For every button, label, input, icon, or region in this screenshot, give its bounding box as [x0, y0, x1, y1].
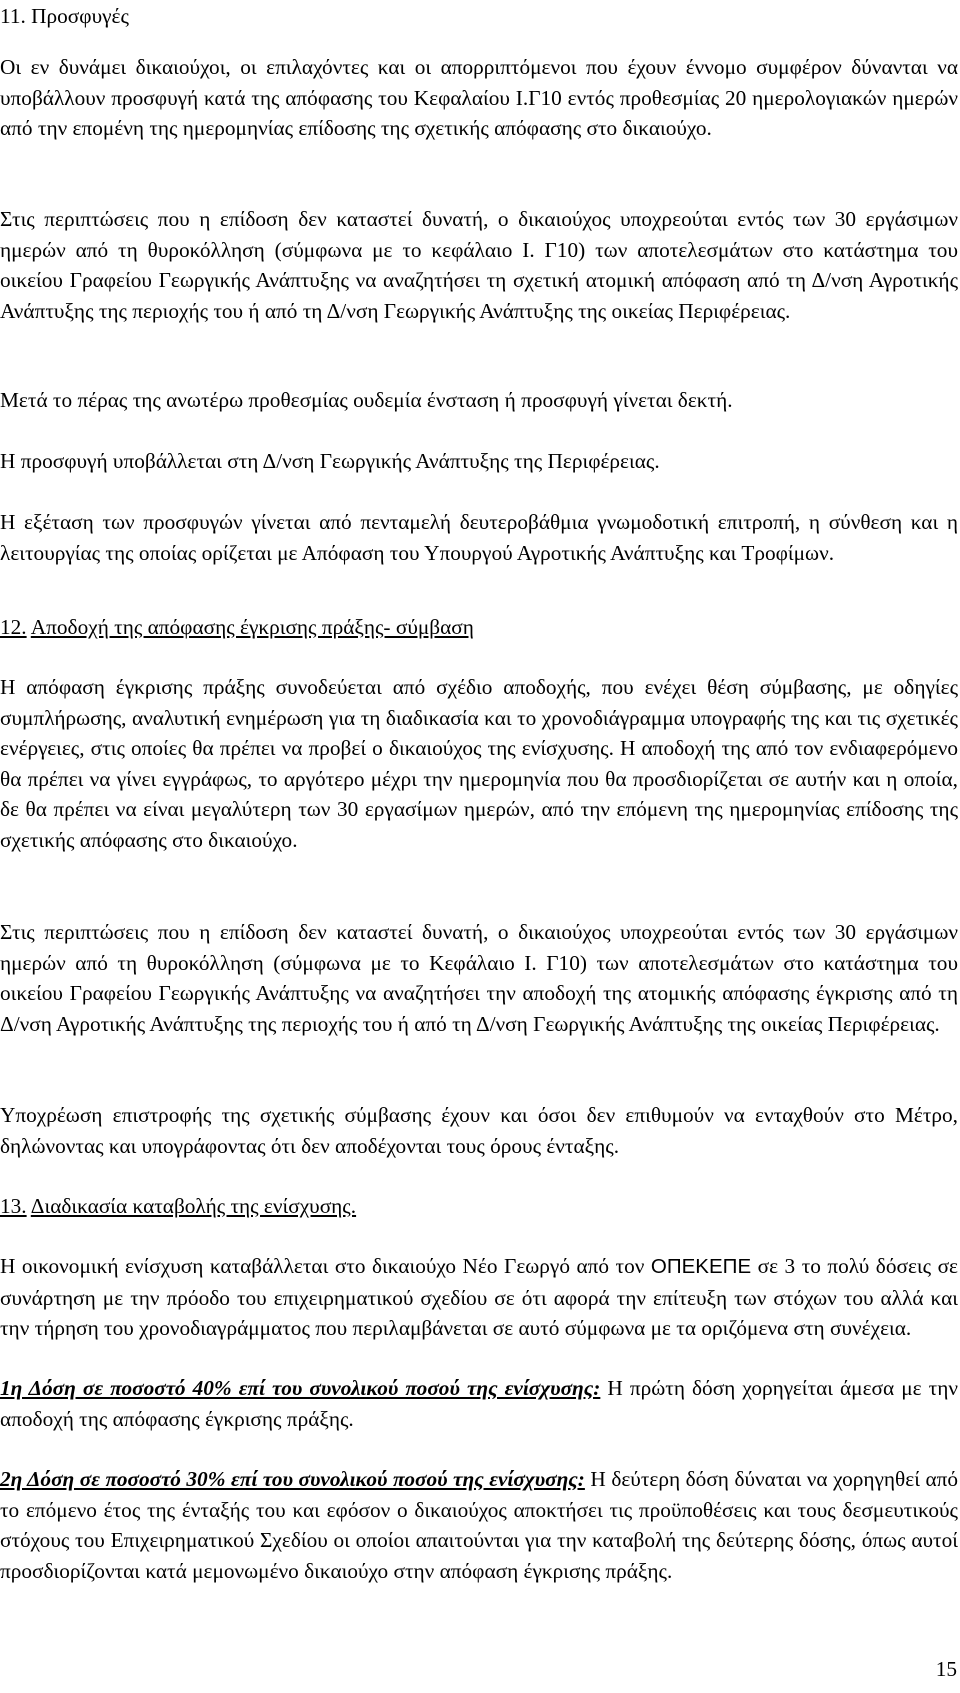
opekepe-text: ΟΠΕΚΕΠΕ — [650, 1255, 752, 1278]
first-installment-text: Η πρώτη δόση χορηγείται άμεσα με την αποδοχή της απόφασης έγκρισης πράξης. — [0, 1376, 959, 1431]
section-13-number: 13. — [0, 1194, 27, 1218]
first-installment-paragraph — [0, 1373, 958, 1434]
section-12-number: 12. — [0, 615, 27, 639]
second-installment-paragraph — [0, 1464, 958, 1586]
section-11-paragraph-1: Οι εν δυνάμει δικαιούχοι, οι επιλαχόντες και οι απορριπτόμενοι που έχουν έννομο συμφέρον δύνανται να υποβάλλουν προσφυγή κατά της απόφασης του Κεφαλαίου Ι.Γ10 εντός προθεσμίας 20 ημερολογιακών ημερών από την επομένη της ημερομηνίας επίδοσης της σχετικής απόφασης στο δικαιούχο. — [0, 55, 958, 140]
section-13-paragraph-1 — [0, 1251, 958, 1344]
section-11-paragraph-3: Μετά το πέρας της ανωτέρω προθεσμίας ουδεμία ένσταση ή προσφυγή γίνεται δεκτή. — [0, 388, 733, 412]
section-12-paragraph-1: Η απόφαση έγκρισης πράξης συνοδεύεται από σχέδιο αποδοχής, που ενέχει θέση σύμβασης, με οδηγίες συμπλήρωσης, αναλυτική ενημέρωση για τη διαδικασία και το χρονοδιάγραμμα υπογραφής της και τις σχετικές ενέργειες, στις οποίες θα πρέπει να προβεί ο δικαιούχος της ενίσχυσης. Η αποδοχή της από τον ενδιαφερόμενο θα πρέπει να γίνει εγγράφως, το αργότερο μέχρι την ημερομηνία που θα προσδιορίζεται σε αυτήν και η οποία, δε θα πρέπει να είναι μεγαλύτερη των 30 εργασίμων ημερών, από την επόμενη της ημερομηνίας επίδοσης της σχετικής απόφασης στο δικαιούχο. — [0, 675, 958, 852]
section-12-paragraph-2: Στις περιπτώσεις που η επίδοση δεν καταστεί δυνατή, ο δικαιούχος υποχρεούται εντός των 30 εργάσιμων ημερών από τη θυροκόλληση (σύμφωνα με το Κεφάλαιο Ι. Γ10) των αποτελεσμάτων στο κατάστημα του οικείου Γραφείου Γεωργικής Ανάπτυξης να αναζητήσει την αποδοχή της ατομικής απόφασης έγκρισης από τη Δ/νση Αγροτικής Ανάπτυξης της περιοχής του ή από τη Δ/νση Γεωργικής Ανάπτυξης της οικείας Περιφέρειας. — [0, 920, 958, 1036]
section-11-paragraph-2: Στις περιπτώσεις που η επίδοση δεν καταστεί δυνατή, ο δικαιούχος υποχρεούται εντός των 30 εργάσιμων ημερών από τη θυροκόλληση (σύμφωνα με το κεφάλαιο Ι. Γ10) των αποτελεσμάτων στο κατάστημα του οικείου Γραφείου Γεωργικής Ανάπτυξης να αναζητήσει τη σχετική ατομική απόφαση από τη Δ/νση Αγροτικής Ανάπτυξης της περιοχής του ή από τη Δ/νση Γεωργικής Ανάπτυξης της οικείας Περιφέρειας. — [0, 207, 958, 323]
section-13-p1-before: Η οικονομική ενίσχυση καταβάλλεται στο δικαιούχο Νέο Γεωργό από τον — [0, 1254, 651, 1278]
section-13-title: Διαδικασία καταβολής της ενίσχυσης. — [30, 1194, 357, 1218]
page-number: 15 — [935, 1657, 957, 1681]
second-installment-text: Η δεύτερη δόση δύναται να χορηγηθεί από το επόμενο έτος της ένταξής του και εφόσον ο δικαιούχος αποκτήσει τις προϋποθέσεις και τους δεσμευτικούς στόχους του Επιχειρηματικού Σχεδίου οι οποίοι απαιτούνται για την καταβολή της δεύτερης δόσης, όπως αυτοί προσδιορίζονται κατά μεμονωμένο δικαιούχο στην απόφαση έγκρισης πράξης. — [0, 1467, 959, 1583]
first-installment-label: 1η Δόση σε ποσοστό 40% επί του συνολικού ποσού της ενίσχυσης: — [0, 1376, 601, 1400]
section-13-p1-after: σε 3 το πολύ δόσεις σε συνάρτηση με την πρόοδο του επιχειρηματικού σχεδίου σε ότι αφορά την επίτευξη των στόχων του αλλά και την τήρηση του χρονοδιαγράμματος που περιλαμβάνεται σε αυτό σύμφωνα με τα οριζόμενα στη συνέχεια. — [0, 1254, 958, 1340]
section-11-paragraph-4: Η προσφυγή υποβάλλεται στη Δ/νση Γεωργικής Ανάπτυξης της Περιφέρειας. — [0, 449, 660, 473]
section-12-paragraph-3: Υποχρέωση επιστροφής της σχετικής σύμβασης έχουν και όσοι δεν επιθυμούν να ενταχθούν στο Μέτρο, δηλώνοντας και υπογράφοντας ότι δεν αποδέχονται τους όρους ένταξης. — [0, 1103, 958, 1158]
section-11-paragraph-5: Η εξέταση των προσφυγών γίνεται από πενταμελή δευτεροβάθμια γνωμοδοτική επιτροπή, η σύνθεση και η λειτουργίας της οποίας ορίζεται με Απόφαση του Υπουργού Αγροτικής Ανάπτυξης και Τροφίμων. — [0, 510, 958, 565]
section-11-heading: 11. Προσφυγές — [0, 4, 129, 28]
section-13-heading — [0, 1191, 356, 1222]
section-12-title: Αποδοχή της απόφασης έγκρισης πράξης- σύμβαση — [30, 615, 474, 639]
section-12-heading — [0, 612, 474, 643]
second-installment-label: 2η Δόση σε ποσοστό 30% επί του συνολικού ποσού της ενίσχυσης: — [0, 1467, 585, 1491]
